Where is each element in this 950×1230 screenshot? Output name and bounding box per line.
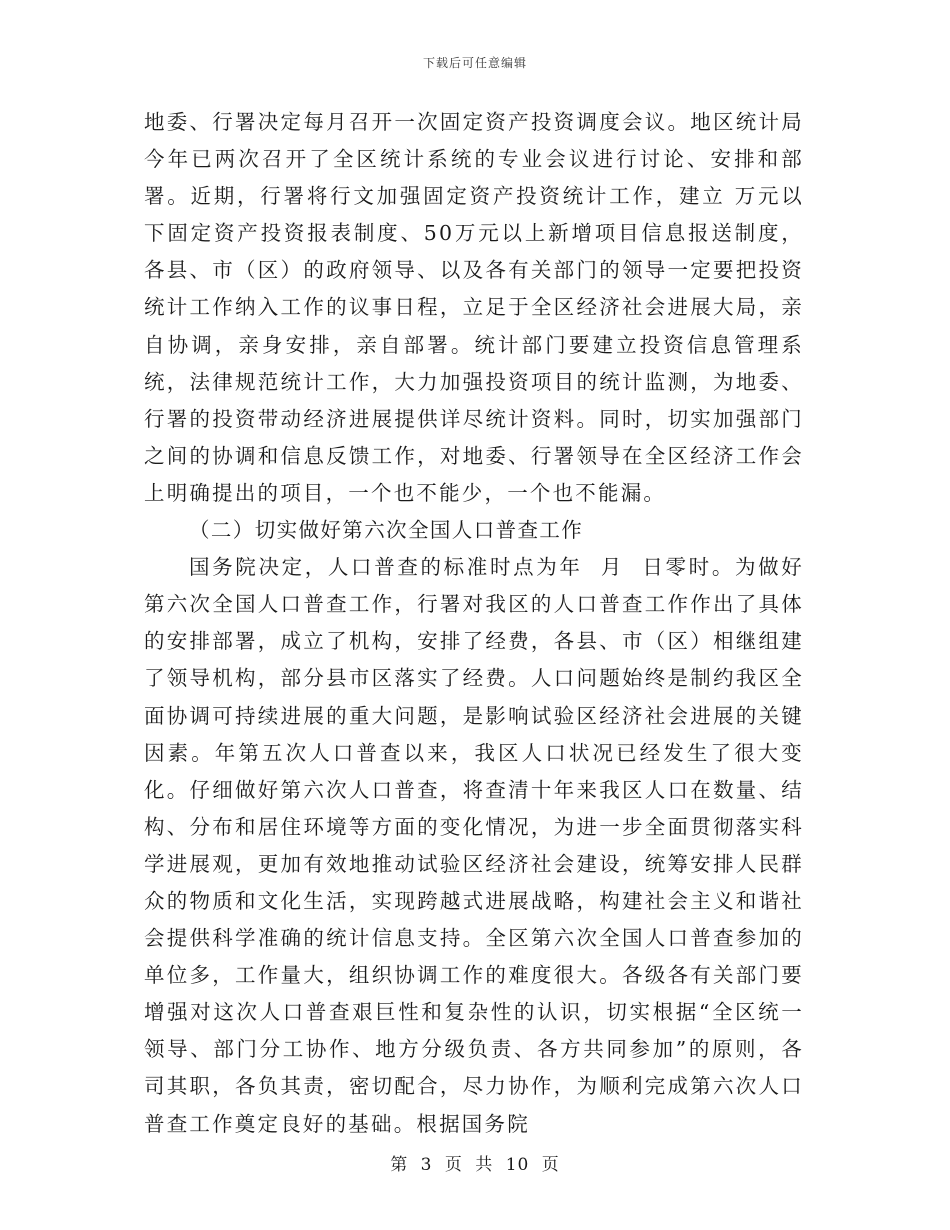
paragraph-investment-statistics: 地委、行署决定每月召开一次固定资产投资调度会议。地区统计局今年已两次召开了全区统计系统的专业会议进行讨论、安排和部署。近期，行署将行文加强固定资产投资统计工作，建立 万元以下固定资产投资报表制度、50万元以上新增项目信息报送制度，各县、市（区）的政府领导、以及各有关部门的领导一定要把投资统计工作纳入工作的议事日程，立足于全区经济社会进展大局，亲自协调，亲身安排，亲自部署。统计部门要建立投资信息管理系统，法律规范统计工作，大力加强投资项目的统计监测，为地委、行署的投资带动经济进展提供详尽统计资料。同时，切实加强部门之间的协调和信息反馈工作，对地委、行署领导在全区经济工作会上明确提出的项目，一个也不能少，一个也不能漏。 <box>144 110 804 505</box>
page-header-note: 下载后可任意编辑 <box>422 56 527 70</box>
page-number: 第 3 页 共 10 页 <box>390 1155 560 1175</box>
document-body <box>144 104 804 1143</box>
paragraph-census: 国务院决定，人口普查的标准时点为年 月 日零时。为做好第六次全国人口普查工作，行署对我区的人口普查工作作出了具体的安排部署，成立了机构，安排了经费，各县、市（区）相继组建了领导机构，部分县市区落实了经费。人口问题始终是制约我区全面协调可持续进展的重大问题，是影响试验区经济社会进展的关键因素。年第五次人口普查以来，我区人口状况已经发生了很大变化。仔细做好第六次人口普查，将查清十年来我区人口在数量、结构、分布和居住环境等方面的变化情况，为进一步全面贯彻落实科学进展观，更加有效地推动试验区经济社会建设，统筹安排人民群众的物质和文化生活，实现跨越式进展战略，构建社会主义和谐社会提供科学准确的统计信息支持。全区第六次全国人口普查参加的单位多，工作量大，组织协调工作的难度很大。各级各有关部门要增强对这次人口普查艰巨性和复杂性的认识，切实根据“全区统一领导、部门分工协作、地方分级负责、各方共同参加”的原则，各司其职，各负其责，密切配合，尽力协作，为顺利完成第六次人口普查工作奠定良好的基础。根据国务院 <box>144 555 804 1136</box>
section-heading-census: （二）切实做好第六次全国人口普查工作 <box>189 518 584 543</box>
